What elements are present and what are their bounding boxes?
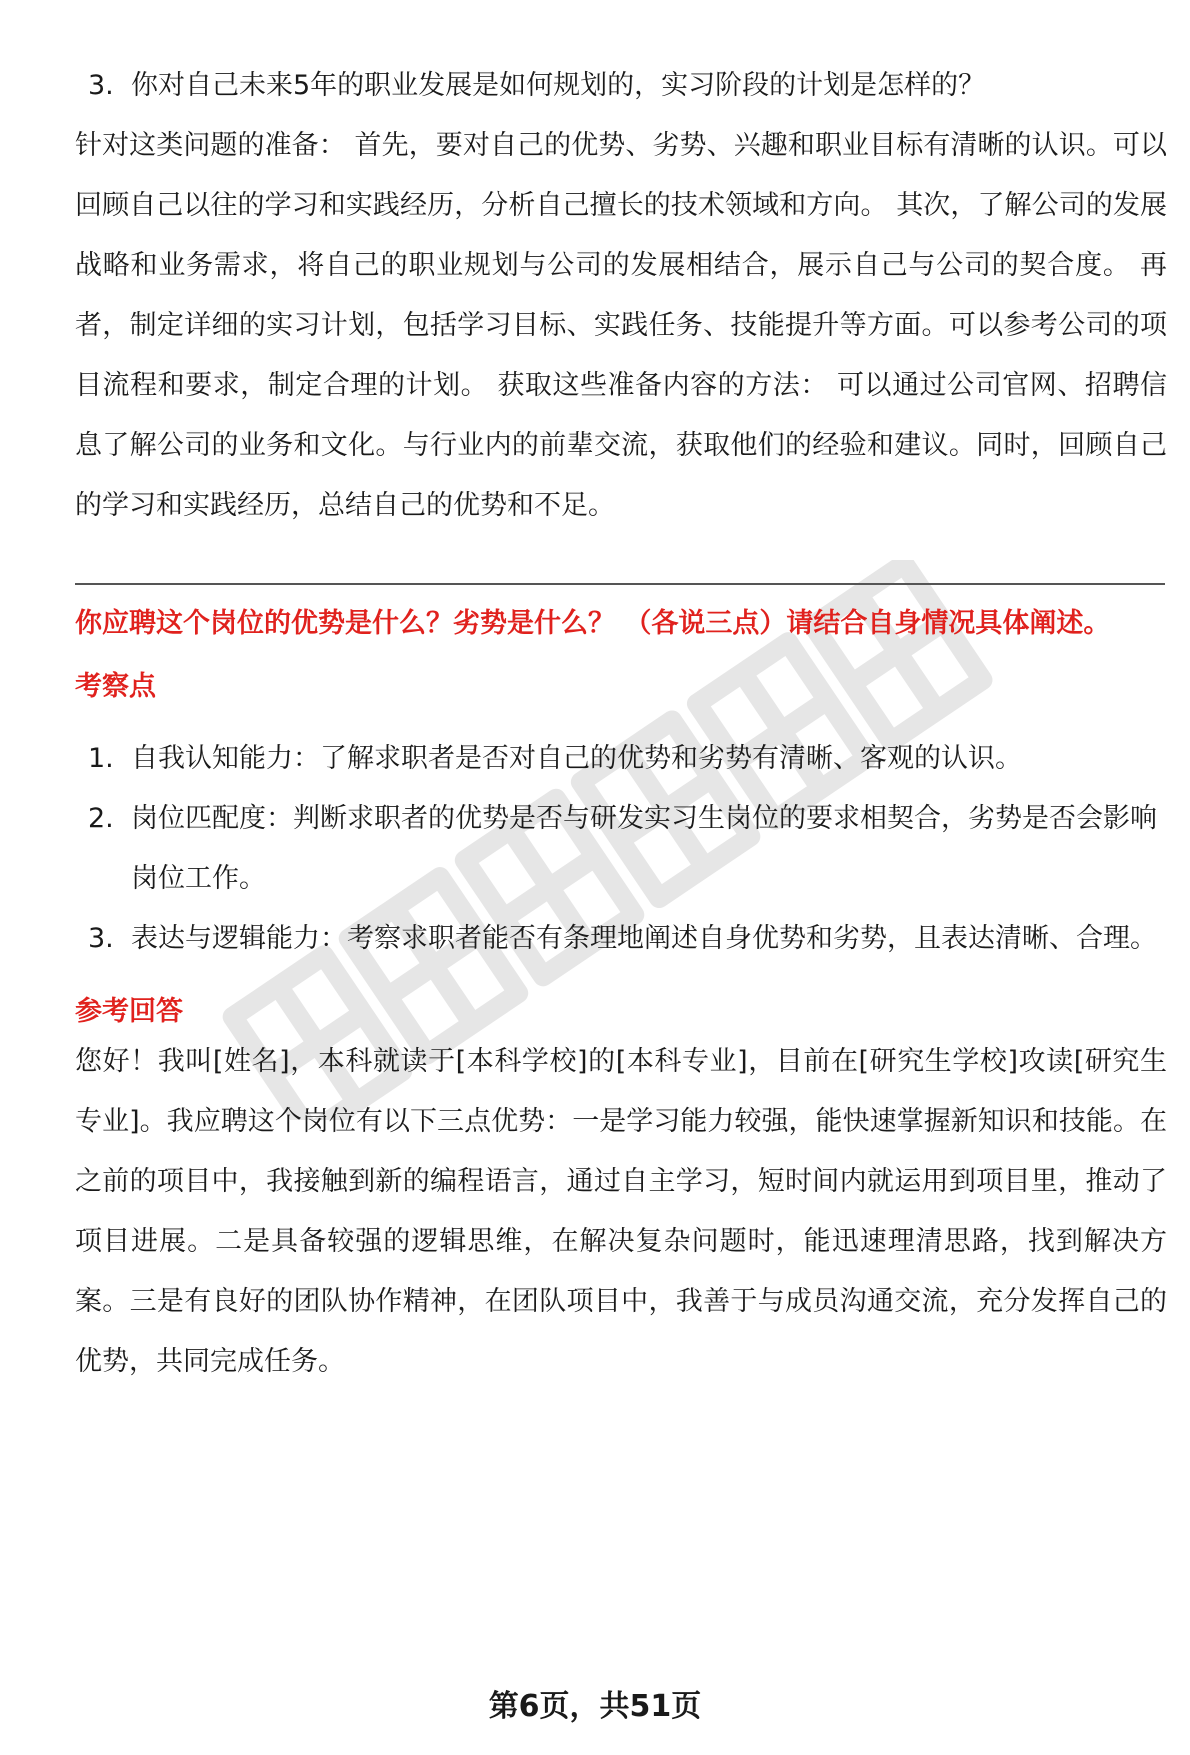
list-item [75,729,1167,789]
answer-paragraph: 您好！我叫[姓名]，本科就读于[本科学校]的[本科专业]，目前在[研究生学校]攻读[研究生专业]。我应聘这个岗位有以下三点优势：一是学习能力较强，能快速掌握新知识和技能。在之前的项目中，我接触到新的编程语言，通过自主学习，短时间内就运用到项目里，推动了项目进展。二是具备较强的逻辑思维，在解决复杂问题时，能迅速理清思路，找到解决方案。三是有良好的团队协作精神，在团队项目中，我善于与成员沟通交流，充分发挥自己的优势，共同完成任务。 [75,1046,1167,1377]
list-item [75,909,1167,969]
list-number: 2. [88,803,114,834]
question-text: 你对自己未来5年的职业发展是如何规划的，实习阶段的计划是怎样的？ [131,70,986,101]
list-item [75,789,1167,909]
focus-heading: 考察点 [75,671,156,702]
section-question: 你应聘这个岗位的优势是什么？劣势是什么？ （各说三点）请结合自身情况具体阐述。 [75,608,1111,639]
list-number: 1. [88,743,114,774]
list-number: 3. [88,923,114,954]
focus-points-list [75,729,1167,969]
answer-heading: 参考回答 [75,996,183,1027]
list-item-text: 岗位匹配度：判断求职者的优势是否与研发实习生岗位的要求相契合，劣势是否会影响岗位工作。 [131,803,1157,894]
main-content [75,56,1167,1392]
top-question [75,56,1167,116]
list-item-text: 自我认知能力：了解求职者是否对自己的优势和劣势有清晰、客观的认识。 [131,743,1022,774]
page-number: 第6页，共51页 [488,1689,702,1724]
preparation-paragraph: 针对这类问题的准备： 首先，要对自己的优势、劣势、兴趣和职业目标有清晰的认识。可以回顾自己以往的学习和实践经历，分析自己擅长的技术领域和方向。 其次，了解公司的发展战略和业务需求，将自己的职业规划与公司的发展相结合，展示自己与公司的契合度。 再者，制定详细的实习计划，包括学习目标、实践任务、技能提升等方面。可以参考公司的项目流程和要求，制定合理的计划。 获取这些准备内容的方法： 可以通过公司官网、招聘信息了解公司的业务和文化。与行业内的前辈交流，获取他们的经验和建议。同时，回顾自己的学习和实践经历，总结自己的优势和不足。 [75,130,1167,521]
list-number: 3. [88,70,114,101]
section-divider [75,583,1165,585]
list-item-text: 表达与逻辑能力：考察求职者能否有条理地阐述自身优势和劣势，且表达清晰、合理。 [131,923,1157,954]
